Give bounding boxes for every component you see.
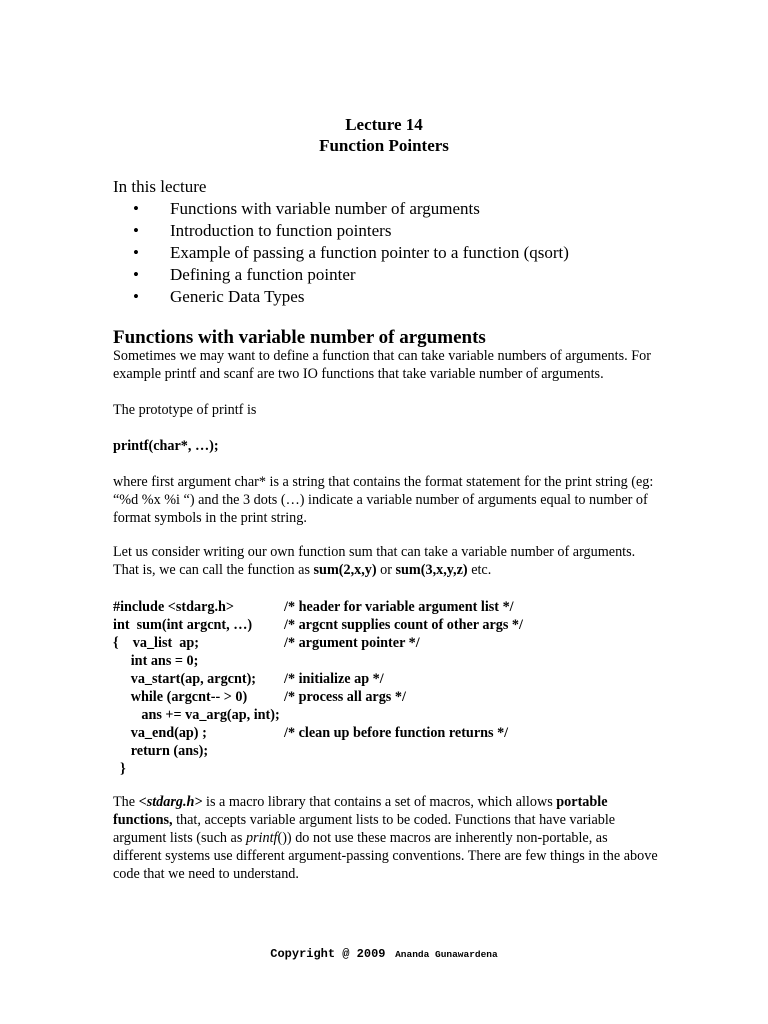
- bullet-icon: •: [133, 221, 139, 240]
- paragraph-text: ()) do not use these macros are inherently non-portable, as different systems use different argument-passing conventions. There are few things in the above code that we need to understand.: [113, 830, 658, 882]
- code-text: }: [113, 761, 126, 777]
- paragraph-stdarg: [113, 793, 658, 883]
- code-text: va_start(ap, argcnt);: [113, 671, 257, 687]
- section-heading: Functions with variable number of arguments: [113, 327, 486, 348]
- sum-example-1: sum(2,x,y): [313, 562, 377, 578]
- prototype-lead: The prototype of printf is: [113, 402, 257, 418]
- bullet-icon: •: [133, 287, 139, 306]
- page-footer: [0, 944, 768, 962]
- sum-example-2: sum(3,x,y,z): [395, 562, 468, 578]
- paragraph-text: etc.: [467, 562, 492, 578]
- lecture-title: Function Pointers: [319, 136, 449, 155]
- copyright-text: Copyright @ 2009: [270, 947, 386, 961]
- code-text: return (ans);: [113, 743, 209, 759]
- code-comment: /* clean up before function returns */: [284, 725, 509, 741]
- paragraph-text: The: [113, 794, 139, 810]
- topic-list: [113, 198, 569, 308]
- paragraph-format-explanation: where first argument char* is a string that contains the format statement for the print string (eg: “%d %x %i “) and the 3 dots (…) indicate a variable number of arguments equal to number of format symbols in the print string.: [113, 474, 654, 526]
- paragraph-intro: Sometimes we may want to define a function that can take variable numbers of arguments. For example printf and scanf are two IO functions that take variable number of arguments.: [113, 348, 651, 382]
- printf-prototype: printf(char*, …);: [113, 438, 219, 454]
- printf-term: printf: [245, 830, 278, 846]
- list-item-text: Introduction to function pointers: [170, 221, 392, 240]
- code-comment: /* process all args */: [284, 689, 406, 705]
- code-text: int sum(int argcnt, …): [113, 617, 253, 633]
- list-item: [113, 220, 569, 242]
- paragraph-text: or: [376, 562, 396, 578]
- lecture-number: Lecture 14: [345, 115, 423, 134]
- paragraph-sum-intro: [113, 543, 658, 579]
- paragraph-text: that, accepts variable argument lists to be coded. Functions that have variable argument lists (such as: [113, 812, 616, 846]
- list-item: [113, 264, 569, 286]
- intro-lead: In this lecture: [113, 177, 207, 196]
- bullet-icon: •: [133, 199, 139, 218]
- code-text: ans += va_arg(ap, int);: [113, 707, 280, 723]
- code-comment: /* header for variable argument list */: [284, 599, 514, 615]
- code-text: while (argcnt-- > 0): [113, 689, 248, 705]
- code-text: va_end(ap) ;: [113, 725, 207, 741]
- paragraph-text: Let us consider writing our own function sum that can take a variable number of arguments. That is, we can call the function as: [113, 544, 636, 578]
- code-text: { va_list ap;: [113, 635, 199, 651]
- code-text: int ans = 0;: [113, 653, 199, 669]
- code-comment: /* argument pointer */: [284, 635, 420, 651]
- portable-functions-term: portable functions,: [113, 794, 608, 828]
- list-item-text: Defining a function pointer: [170, 265, 356, 284]
- stdarg-header-name: <stdarg.h>: [138, 794, 203, 810]
- list-item-text: Example of passing a function pointer to a function (qsort): [170, 243, 569, 262]
- bullet-icon: •: [133, 265, 139, 284]
- list-item: [113, 242, 569, 264]
- paragraph-text: is a macro library that contains a set of macros, which allows: [202, 794, 557, 810]
- code-comment: /* initialize ap */: [284, 671, 384, 687]
- code-comment: /* argcnt supplies count of other args */: [284, 617, 523, 633]
- list-item-text: Generic Data Types: [170, 287, 305, 306]
- code-text: #include <stdarg.h>: [113, 599, 235, 615]
- bullet-icon: •: [133, 243, 139, 262]
- author-name: Ananda Gunawardena: [395, 949, 498, 960]
- list-item-text: Functions with variable number of arguments: [170, 199, 480, 218]
- list-item: [113, 286, 569, 308]
- list-item: [113, 198, 569, 220]
